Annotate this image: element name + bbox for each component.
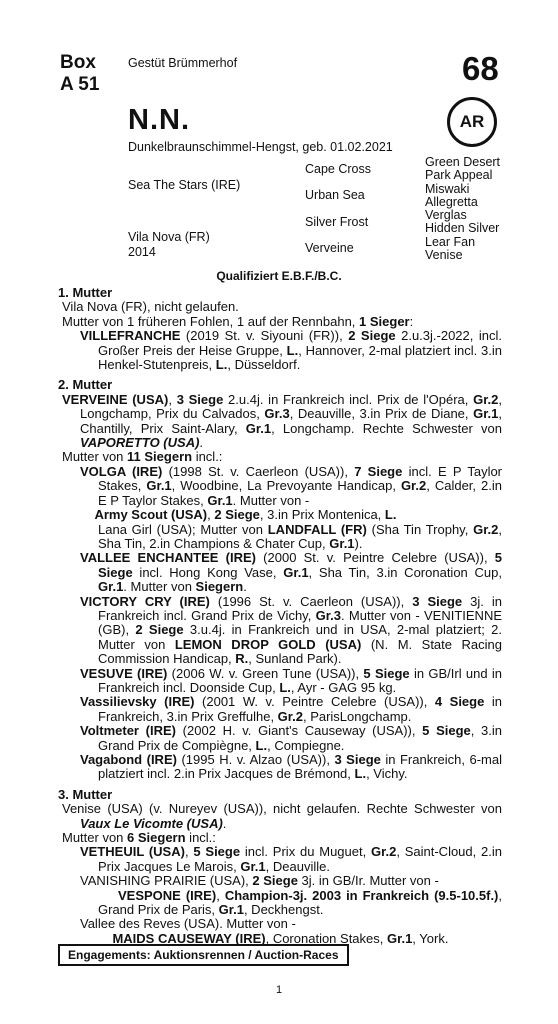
produce-volga: VOLGA (IRE) (1998 St. v. Caerleon (USA)), 7 Siege incl. E P Taylor Stakes, Gr.1, Woodbine, La Prevoyante Handicap, Gr.2, Calder, 2.in E P Taylor Stakes, Gr.1. Mutter von - [80, 463, 503, 508]
pedigree-gen3: Park Appeal [425, 168, 493, 182]
produce-vanishing-prairie: VANISHING PRAIRIE (USA), 2 Siege 3j. in GB/Ir. Mutter von - VESPONE (IRE), Champion-3j. 2003 in Frankreich (9.5-10.5f.), Grand Prix de Paris, Gr.1, Deckhengst. [80, 873, 503, 918]
section-title-1: 1. Mutter [58, 285, 113, 300]
horse-name: N.N. [128, 104, 190, 136]
dam-line-body [58, 286, 502, 946]
pedigree-gen3: Verglas [425, 208, 467, 222]
section-title-2: 2. Mutter [58, 377, 113, 393]
pedigree-dam-year: 2014 [128, 245, 156, 259]
produce-vassilievsky: Vassilievsky (IRE) (2001 W. v. Peintre Celebre (USA)), 4 Siege in Frankreich, 3.in Prix Greffulhe, Gr.2, ParisLongchamp. [80, 694, 502, 724]
box-line2: A 51 [60, 74, 100, 95]
section-title-3: 3. Mutter [58, 786, 113, 802]
pedigree-gen2: Urban Sea [305, 188, 365, 202]
pedigree-dam: Vila Nova (FR) [128, 230, 210, 244]
box-label [60, 52, 99, 96]
produce-villefranche: VILLEFRANCHE (2019 St. v. Siyouni (FR)), 2 Siege 2.u.3j.-2022, incl. Großer Preis der Heise Gruppe, L., Hannover, 2-mal platziert incl. 3.in Henkel-Stutenpreis, L., Düsseldorf. [80, 328, 502, 373]
pedigree-sire: Sea The Stars (IRE) [128, 178, 241, 192]
produce-vallee-enchantee: VALLEE ENCHANTEE (IRE) (2000 St. v. Peintre Celebre (USA)), 5 Siege incl. Hong Kong Vase, Gr.1, Sha Tin, 3.in Coronation Cup, Gr.1. Mutter von Siegern. [80, 550, 503, 595]
pedigree-gen2: Verveine [305, 241, 354, 255]
produce-vetheuil: VETHEUIL (USA), 5 Siege incl. Prix du Muguet, Gr.2, Saint-Cloud, 2.in Prix Jacques Le Marois, Gr.1, Deauville. [80, 844, 503, 874]
ar-badge: AR [447, 97, 497, 147]
produce-vallee-des-reves: Vallee des Reves (USA). Mutter von - MAIDS CAUSEWAY (IRE), Coronation Stakes, Gr.1, York. [80, 916, 449, 946]
pedigree-gen3: Green Desert [425, 155, 501, 169]
dam3-venise: Venise (USA) (v. Nureyev (USA)), nicht gelaufen. Rechte Schwester von Vaux Le Vicomte (USA). [62, 801, 502, 831]
horse-description: Dunkelbraunschimmel-Hengst, geb. 01.02.2021 [128, 140, 393, 154]
qualification: Qualifiziert E.B.F./B.C. [216, 269, 342, 283]
box-line1: Box [60, 52, 96, 73]
pedigree-gen3: Allegretta [425, 195, 478, 209]
produce-vagabond: Vagabond (IRE) (1995 H. v. Alzao (USA)), 3 Siege in Frankreich, 6-mal platziert incl. 2.in Prix Jacques de Brémond, L., Vichy. [80, 752, 503, 782]
dam3-mutter: Mutter von 6 Siegern incl.: [62, 830, 216, 846]
dam2-verveine: VERVEINE (USA), 3 Siege 2.u.4j. in Frankreich incl. Prix de l'Opéra, Gr.2, Longchamp, Prix du Calvados, Gr.3, Deauville, 3.in Prix de Diane, Gr.1, Chantilly, Prix Saint-Alary, Gr.1, Longchamp. Rechte Schwester von VAPORETTO (USA). [62, 391, 503, 451]
pedigree-gen2: Silver Frost [305, 215, 369, 229]
dam1-text: Vila Nova (FR), nicht gelaufen. Mutter von 1 früheren Fohlen, 1 auf der Rennbahn, 1 Sieger: [62, 299, 414, 329]
page-number: 1 [275, 984, 283, 996]
lot-number: 68 [462, 50, 499, 87]
dam2-mutter: Mutter von 11 Siegern incl.: [62, 449, 223, 465]
stud-name: Gestüt Brümmerhof [128, 56, 238, 70]
pedigree-gen3: Hidden Silver [425, 221, 500, 235]
pedigree-gen3: Miswaki [425, 182, 470, 196]
produce-vesuve: VESUVE (IRE) (2006 W. v. Green Tune (USA)), 5 Siege in GB/Irl und in Frankreich incl. Doonside Cup, L., Ayr - GAG 95 kg. [80, 665, 502, 695]
produce-victory-cry: VICTORY CRY (IRE) (1996 St. v. Caerleon (USA)), 3 Siege 3j. in Frankreich incl. Grand Prix de Vichy, Gr.3. Mutter von - VENITIENNE (GB), 2 Siege 3.u.4j. in Frankreich und in USA, 2-mal platziert; 2. Mutter von LEMON DROP GOLD (USA) (N. M. State Racing Commission Handicap, R., Sunland Park). [80, 593, 503, 667]
pedigree-gen3: Venise [425, 248, 463, 262]
engagements-box: Engagements: Auktionsrennen / Auction-Races [58, 944, 349, 966]
produce-army-scout: Army Scout (USA), 2 Siege, 3.in Prix Montenica, L. Lana Girl (USA); Mutter von LANDFALL (FR) (Sha Tin Trophy, Gr.2, Sha Tin, 2.in Champions & Chater Cup, Gr.1). [94, 507, 503, 551]
pedigree-gen3: Lear Fan [425, 235, 476, 249]
pedigree-gen2: Cape Cross [305, 162, 371, 176]
produce-voltmeter: Voltmeter (IRE) (2002 H. v. Giant's Causeway (USA)), 5 Siege, 3.in Grand Prix de Compiègne, L., Compiegne. [80, 723, 503, 753]
